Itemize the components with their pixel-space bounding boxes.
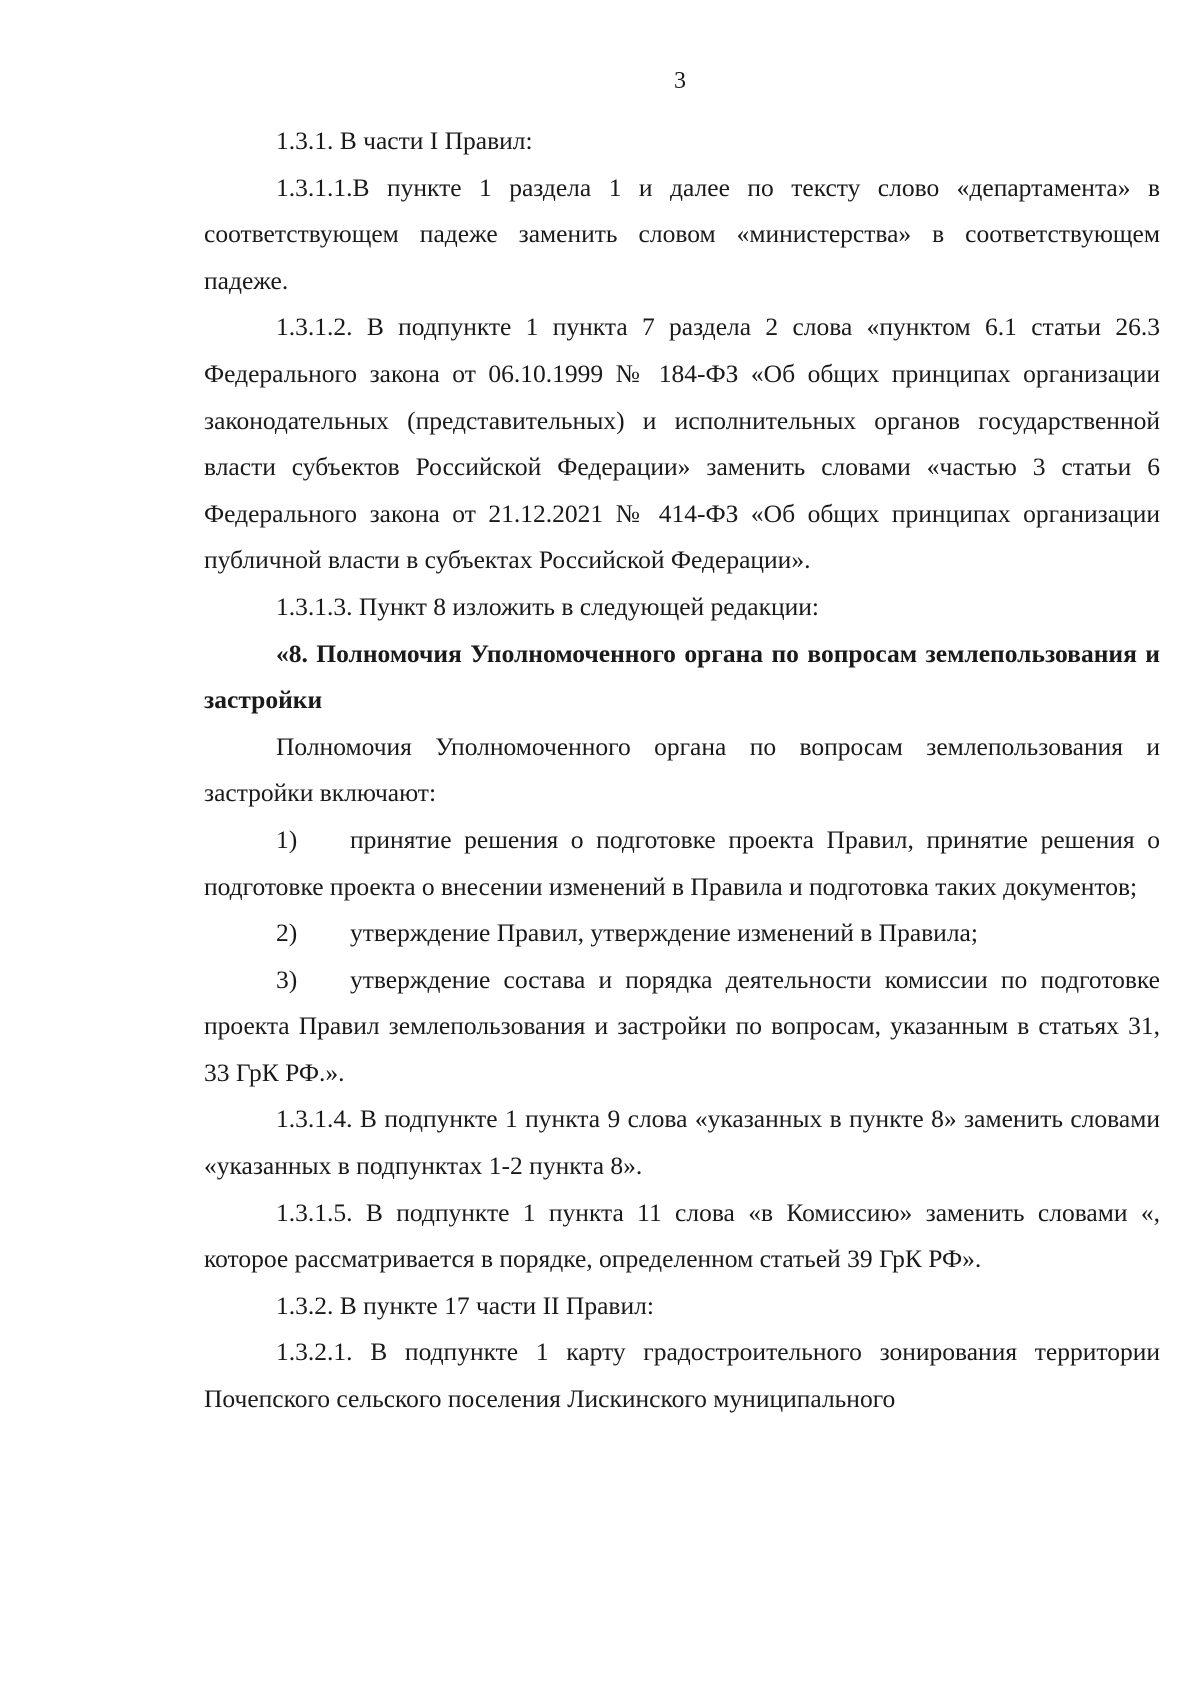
paragraph-1-3-2-1: 1.3.2.1. В подпункте 1 карту градостроительного зонирования территории Почепского сельского поселения Лискинского муниципального [204, 1337, 1160, 1414]
list-item-2 [204, 910, 1160, 957]
paragraph-1-3-1-4: 1.3.1.4. В подпункте 1 пункта 9 слова «указанных в пункте 8» заменить словами «указанных в подпунктах 1-2 пункта 8». [204, 1104, 1160, 1181]
paragraph-1-3-1-3: 1.3.1.3. Пункт 8 изложить в следующей редакции: [276, 591, 819, 621]
paragraph-1-3-2: 1.3.2. В пункте 17 части II Правил: [276, 1290, 654, 1320]
paragraph-1-3-1-2: 1.3.1.2. В подпункте 1 пункта 7 раздела 2 слова «пунктом 6.1 статьи 26.3 Федерального закона от 06.10.1999 № 184-ФЗ «Об общих принципах организации законодательных (представительных) и исполнительных органов государственной власти субъектов Российской Федерации» заменить словами «частью 3 статьи 6 Федерального закона от 21.12.2021 № 414-ФЗ «Об общих принципах организации публичной власти в субъектах Российской Федерации». [204, 312, 1160, 575]
paragraph-1-3-1-5: 1.3.1.5. В подпункте 1 пункта 11 слова «в Комиссию» заменить словами «, которое рассматривается в порядке, определенном статьей 39 ГрК РФ». [204, 1197, 1160, 1274]
list-item-text: утверждение Правил, утверждение изменений в Правила; [350, 918, 978, 948]
list-item-1 [204, 817, 1160, 910]
paragraph-1-3-1: 1.3.1. В части I Правил: [276, 126, 533, 155]
list-item-text: утверждение состава и порядка деятельности комиссии по подготовке проекта Правил землепользования и застройки по вопросам, указанным в статьях 31, 33 ГрК РФ.». [204, 964, 1160, 1087]
section-8-heading: «8. Полномочия Уполномоченного органа по вопросам землепользования и застройки [204, 638, 1160, 715]
page-number: 3 [674, 68, 686, 94]
list-item-number: 3) [276, 964, 298, 994]
document-body [204, 118, 1160, 1423]
list-item-3 [204, 957, 1160, 1097]
paragraph-powers-intro: Полномочия Уполномоченного органа по вопросам землепользования и застройки включают: [204, 731, 1160, 808]
list-item-number: 1) [276, 824, 298, 854]
list-item-number: 2) [276, 918, 298, 948]
list-item-text: принятие решения о подготовке проекта Правил, принятие решения о подготовке проекта о внесении изменений в Правила и подготовка таких документов; [204, 824, 1160, 901]
paragraph-1-3-1-1: 1.3.1.1.В пункте 1 раздела 1 и далее по тексту слово «департамента» в соответствующем падеже заменить словом «министерства» в соответствующем падеже. [204, 172, 1160, 295]
